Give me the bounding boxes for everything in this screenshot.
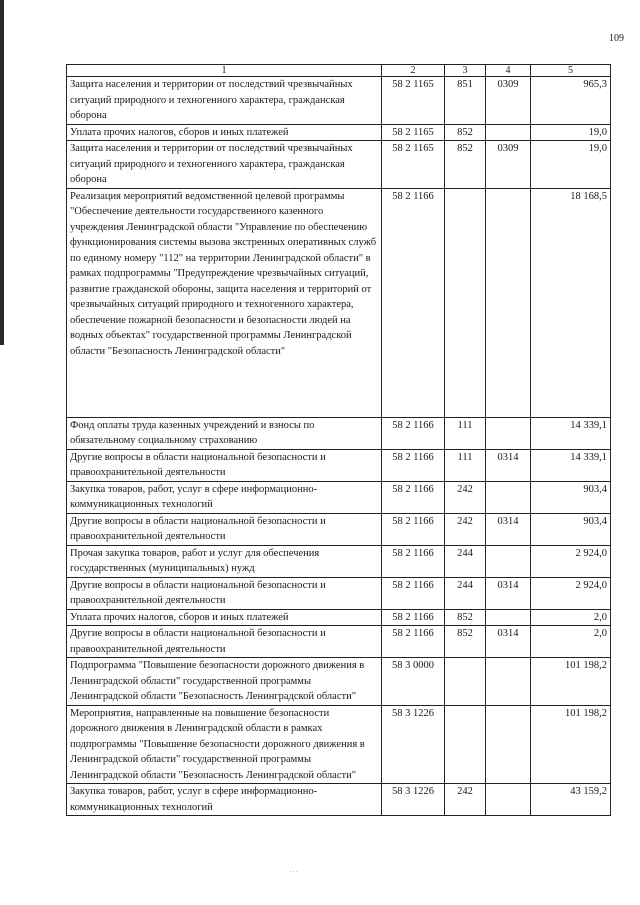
row-code-cell: 58 2 1166 — [382, 545, 445, 577]
row-amount-cell: 2 924,0 — [531, 545, 611, 577]
table-row — [67, 577, 611, 609]
table-row — [67, 784, 611, 816]
row-amount-cell: 101 198,2 — [531, 705, 611, 784]
row-vr-cell: 242 — [445, 513, 486, 545]
row-name-cell: Другие вопросы в области национальной безопасности и правоохранительной деятельности — [67, 577, 382, 609]
row-vr-cell: 852 — [445, 626, 486, 658]
table-row — [67, 513, 611, 545]
row-code-cell: 58 2 1165 — [382, 77, 445, 125]
table-row — [67, 545, 611, 577]
column-header-code: 2 — [382, 65, 445, 77]
row-rz-cell — [486, 545, 531, 577]
column-header-name: 1 — [67, 65, 382, 77]
row-code-cell: 58 2 1166 — [382, 449, 445, 481]
table-row — [67, 141, 611, 189]
budget-table — [66, 64, 611, 816]
row-code-cell: 58 2 1166 — [382, 417, 445, 449]
row-amount-cell: 2,0 — [531, 609, 611, 626]
row-code-cell: 58 2 1166 — [382, 609, 445, 626]
row-amount-cell: 14 339,1 — [531, 449, 611, 481]
row-amount-cell: 2,0 — [531, 626, 611, 658]
row-rz-cell — [486, 417, 531, 449]
row-rz-cell — [486, 124, 531, 141]
row-rz-cell: 0309 — [486, 77, 531, 125]
column-header-rz: 4 — [486, 65, 531, 77]
row-name-cell: Уплата прочих налогов, сборов и иных платежей — [67, 124, 382, 141]
scan-speck: . . . — [290, 868, 298, 874]
row-code-cell: 58 3 1226 — [382, 705, 445, 784]
row-vr-cell: 244 — [445, 545, 486, 577]
row-vr-cell — [445, 705, 486, 784]
row-name-cell: Закупка товаров, работ, услуг в сфере информационно-коммуникационных технологий — [67, 784, 382, 816]
row-amount-cell: 18 168,5 — [531, 188, 611, 417]
row-name-cell: Другие вопросы в области национальной безопасности и правоохранительной деятельности — [67, 449, 382, 481]
row-amount-cell: 903,4 — [531, 481, 611, 513]
row-rz-cell: 0314 — [486, 626, 531, 658]
row-name-cell: Закупка товаров, работ, услуг в сфере информационно-коммуникационных технологий — [67, 481, 382, 513]
row-name-cell: Другие вопросы в области национальной безопасности и правоохранительной деятельности — [67, 626, 382, 658]
row-code-cell: 58 2 1166 — [382, 626, 445, 658]
row-rz-cell: 0309 — [486, 141, 531, 189]
row-vr-cell: 111 — [445, 417, 486, 449]
row-amount-cell: 2 924,0 — [531, 577, 611, 609]
row-rz-cell — [486, 658, 531, 706]
row-amount-cell: 965,3 — [531, 77, 611, 125]
row-rz-cell — [486, 784, 531, 816]
column-header-amount: 5 — [531, 65, 611, 77]
row-rz-cell: 0314 — [486, 449, 531, 481]
row-name-cell: Другие вопросы в области национальной безопасности и правоохранительной деятельности — [67, 513, 382, 545]
row-vr-cell — [445, 658, 486, 706]
row-vr-cell — [445, 188, 486, 417]
row-vr-cell: 111 — [445, 449, 486, 481]
row-rz-cell — [486, 481, 531, 513]
row-rz-cell: 0314 — [486, 577, 531, 609]
row-rz-cell — [486, 705, 531, 784]
row-name-cell: Уплата прочих налогов, сборов и иных платежей — [67, 609, 382, 626]
row-amount-cell: 14 339,1 — [531, 417, 611, 449]
row-code-cell: 58 2 1166 — [382, 577, 445, 609]
row-code-cell: 58 2 1166 — [382, 188, 445, 417]
row-name-cell: Защита населения и территории от последствий чрезвычайных ситуаций природного и техногенного характера, гражданская оборона — [67, 141, 382, 189]
row-name-cell: Фонд оплаты труда казенных учреждений и взносы по обязательному социальному страхованию — [67, 417, 382, 449]
row-vr-cell: 852 — [445, 609, 486, 626]
row-name-cell: Прочая закупка товаров, работ и услуг для обеспечения государственных (муниципальных) нужд — [67, 545, 382, 577]
row-vr-cell: 852 — [445, 124, 486, 141]
row-code-cell: 58 2 1165 — [382, 124, 445, 141]
header-row — [67, 65, 611, 77]
row-vr-cell: 244 — [445, 577, 486, 609]
row-amount-cell: 101 198,2 — [531, 658, 611, 706]
table-row — [67, 417, 611, 449]
row-code-cell: 58 3 1226 — [382, 784, 445, 816]
table-row — [67, 77, 611, 125]
row-name-cell: Защита населения и территории от последствий чрезвычайных ситуаций природного и техногенного характера, гражданская оборона — [67, 77, 382, 125]
row-vr-cell: 851 — [445, 77, 486, 125]
row-amount-cell: 43 159,2 — [531, 784, 611, 816]
column-header-vr: 3 — [445, 65, 486, 77]
table-row — [67, 658, 611, 706]
row-code-cell: 58 2 1166 — [382, 513, 445, 545]
table-row — [67, 481, 611, 513]
table-row — [67, 188, 611, 417]
scan-edge-shadow — [0, 0, 4, 345]
row-name-cell: Подпрограмма "Повышение безопасности дорожного движения в Ленинградской области" государственной программы Ленинградской области "Безопасность Ленинградской области" — [67, 658, 382, 706]
row-rz-cell — [486, 609, 531, 626]
table-row — [67, 449, 611, 481]
table-row — [67, 609, 611, 626]
row-amount-cell: 19,0 — [531, 141, 611, 189]
row-name-cell: Реализация мероприятий ведомственной целевой программы "Обеспечение деятельности государственного казенного учреждения Ленинградской области "Управление по обеспечению функционирования системы вызова экстренных оперативных служб по единому номеру "112" на территории Ленинградской области" в рамках подпрограммы "Предупреждение чрезвычайных ситуаций, развитие гражданской обороны, защита населения и территорий от чрезвычайных ситуаций природного и техногенного характера, обеспечение пожарной безопасности и безопасности людей на водных объектах" государственной программы Ленинградской области "Безопасность Ленинградской области" — [67, 188, 382, 417]
page-number: 109 — [609, 33, 624, 44]
table-row — [67, 705, 611, 784]
row-vr-cell: 242 — [445, 784, 486, 816]
row-name-cell: Мероприятия, направленные на повышение безопасности дорожного движения в Ленинградской области в рамках подпрограммы "Повышение безопасности дорожного движения в Ленинградской области" государственной программы Ленинградской области "Безопасность Ленинградской области" — [67, 705, 382, 784]
row-code-cell: 58 3 0000 — [382, 658, 445, 706]
row-vr-cell: 852 — [445, 141, 486, 189]
row-rz-cell: 0314 — [486, 513, 531, 545]
row-code-cell: 58 2 1166 — [382, 481, 445, 513]
row-code-cell: 58 2 1165 — [382, 141, 445, 189]
table-row — [67, 626, 611, 658]
row-amount-cell: 903,4 — [531, 513, 611, 545]
row-vr-cell: 242 — [445, 481, 486, 513]
row-amount-cell: 19,0 — [531, 124, 611, 141]
row-rz-cell — [486, 188, 531, 417]
table-row — [67, 124, 611, 141]
